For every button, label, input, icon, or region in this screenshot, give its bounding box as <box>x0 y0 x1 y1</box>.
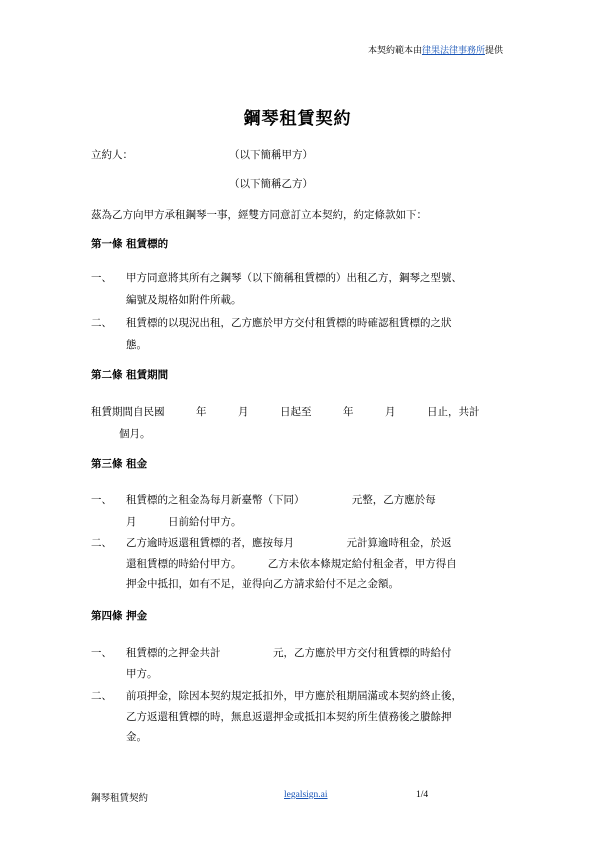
clause-number: 一、 <box>91 272 112 284</box>
clause-number: 二、 <box>91 317 112 329</box>
preamble: 茲為乙方向甲方承租鋼琴一事，經雙方同意訂立本契約，約定條款如下： <box>91 209 427 221</box>
clause-line: 甲方同意將其所有之鋼琴（以下簡稱租賃標的）出租乙方，鋼琴之型號、 <box>126 272 462 284</box>
clause-line: 租賃標的之租金為每月新臺幣（下同） 元整，乙方應於每 <box>126 494 436 506</box>
party-a-note: （以下簡稱甲方） <box>229 149 313 161</box>
clause-line: 租賃標的以現況出租，乙方應於甲方交付租賃標的時確認租賃標的之狀 <box>126 317 452 329</box>
party-b-note: （以下簡稱乙方） <box>229 178 313 190</box>
clause-line: 金。 <box>126 731 147 743</box>
clause-line: 乙方逾時返還租賃標的者，應按每月 元計算逾時租金，於返 <box>126 537 452 549</box>
footer-document-name: 鋼琴租賃契約 <box>91 793 149 804</box>
party-a-label: 立約人： <box>91 149 133 161</box>
clause-number: 二、 <box>91 537 112 549</box>
footer-site-link[interactable]: legalsign.ai <box>284 790 328 800</box>
clause-line: 租賃期間自民國 年 月 日起至 年 月 日止，共計 <box>91 406 480 418</box>
law-firm-link[interactable]: 律果法律事務所 <box>421 46 485 56</box>
header-note-suffix: 提供 <box>484 46 503 56</box>
clause-number: 一、 <box>91 647 112 659</box>
clause-line: 甲方。 <box>126 668 158 680</box>
clause-line: 押金中抵扣，如有不足，並得向乙方請求給付不足之金額。 <box>126 578 399 590</box>
clause-line: 個月。 <box>119 428 151 440</box>
clause-line: 月 日前給付甲方。 <box>126 516 242 528</box>
article-heading: 第四條 押金 <box>91 610 148 622</box>
clause-line: 前項押金，除因本契約規定抵扣外，甲方應於租期屆滿或本契約終止後， <box>126 690 462 702</box>
header-note <box>368 43 503 56</box>
clause-line: 乙方返還租賃標的時，無息返還押金或抵扣本契約所生債務後之賸餘押 <box>126 711 452 723</box>
article-heading: 第二條 租賃期間 <box>91 369 169 381</box>
article-heading: 第三條 租金 <box>91 458 148 470</box>
header-note-prefix: 本契約範本由 <box>367 46 422 56</box>
clause-number: 一、 <box>91 494 112 506</box>
footer-page-number: 1/4 <box>416 790 429 800</box>
document-title: 鋼琴租賃契約 <box>243 109 352 129</box>
article-heading: 第一條 租賃標的 <box>91 238 169 250</box>
clause-line: 態。 <box>126 339 147 351</box>
clause-line: 編號及規格如附件所載。 <box>126 294 242 306</box>
clause-line: 還租賃標的時給付甲方。 乙方未依本條規定給付租金者，甲方得自 <box>126 558 457 570</box>
clause-number: 二、 <box>91 690 112 702</box>
clause-line: 租賃標的之押金共計 元，乙方應於甲方交付租賃標的時給付 <box>126 647 452 659</box>
